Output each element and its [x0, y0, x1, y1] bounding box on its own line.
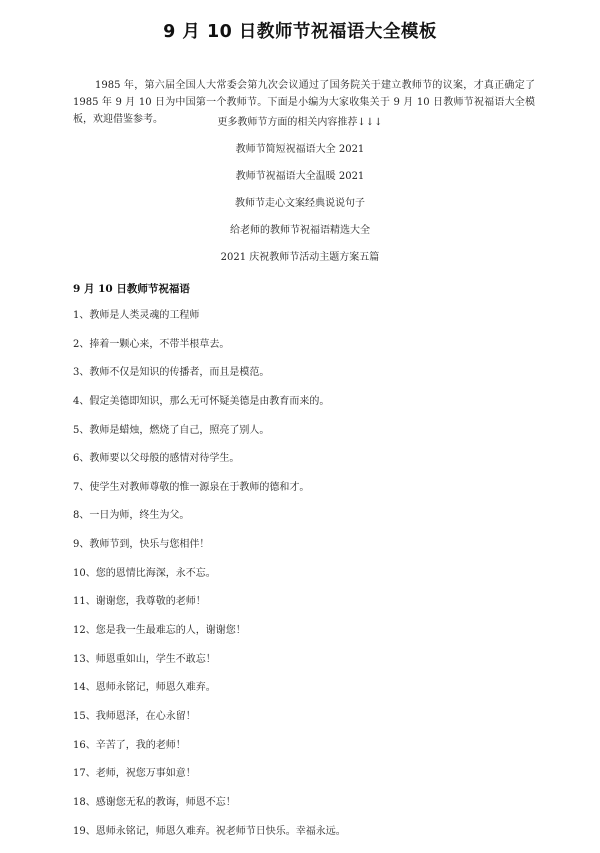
blessing-list [73, 309, 553, 853]
blessing-item: 14、恩师永铭记，师恩久难弃。 [73, 682, 216, 694]
blessing-item: 4、假定美德即知识，那么无可怀疑美德是由教育而来的。 [73, 395, 330, 407]
related-link[interactable]: 教师节祝福语大全温暖 2021 [235, 171, 365, 182]
blessing-item: 9、教师节到，快乐与您相伴！ [73, 539, 210, 551]
blessing-item: 2、捧着一颗心来，不带半根草去。 [73, 338, 230, 350]
related-link[interactable]: 教师节走心文案经典说说句子 [235, 198, 365, 209]
section-heading: 9 月 10 日教师节祝福语 [73, 283, 190, 295]
related-link[interactable]: 2021 庆祝教师节活动主题方案五篇 [220, 252, 380, 263]
blessing-item: 15、我师恩泽，在心永留！ [73, 710, 196, 722]
blessing-item: 18、感谢您无私的教诲，师恩不忘！ [73, 796, 236, 808]
related-link[interactable]: 教师节简短祝福语大全 2021 [235, 144, 365, 155]
blessing-item: 7、使学生对教师尊敬的惟一源泉在于教师的德和才。 [73, 481, 310, 493]
blessing-item: 13、师恩重如山，学生不敢忘！ [73, 653, 216, 665]
related-links-heading: 更多教师节方面的相关内容推荐↓↓↓ [217, 117, 383, 128]
blessing-item: 5、教师是蜡烛，燃烧了自己，照亮了别人。 [73, 424, 270, 436]
blessing-item: 8、一日为师，终生为父。 [73, 510, 190, 522]
related-links [0, 116, 600, 278]
blessing-item: 11、谢谢您，我尊敬的老师！ [73, 596, 206, 608]
blessing-item: 12、您是我一生最难忘的人，谢谢您！ [73, 625, 246, 637]
blessing-item: 16、辛苦了，我的老师！ [73, 739, 186, 751]
intro-paragraph: 1985 年，第六届全国人大常委会第九次会议通过了国务院关于建立教师节的议案，才真正确定了 1985 年 9 月 10 日为中国第一个教师节。下面是小编为大家收集关于 9 月 10 日教师节祝福语大全模板，欢迎借鉴参考。 [73, 80, 535, 125]
blessing-item: 6、教师要以父母般的感情对待学生。 [73, 453, 240, 465]
blessing-item: 19、恩师永铭记，师恩久难弃。祝老师节日快乐。幸福永远。 [73, 825, 346, 837]
blessing-item: 17、老师，祝您万事如意！ [73, 768, 196, 780]
blessing-item: 10、您的恩情比海深，永不忘。 [73, 567, 216, 579]
blessing-item: 1、教师是人类灵魂的工程师 [73, 310, 200, 321]
related-link[interactable]: 给老师的教师节祝福语精选大全 [230, 225, 370, 236]
blessing-item: 3、教师不仅是知识的传播者，而且是模范。 [73, 367, 270, 379]
page-title: 9 月 10 日教师节祝福语大全模板 [163, 22, 437, 42]
